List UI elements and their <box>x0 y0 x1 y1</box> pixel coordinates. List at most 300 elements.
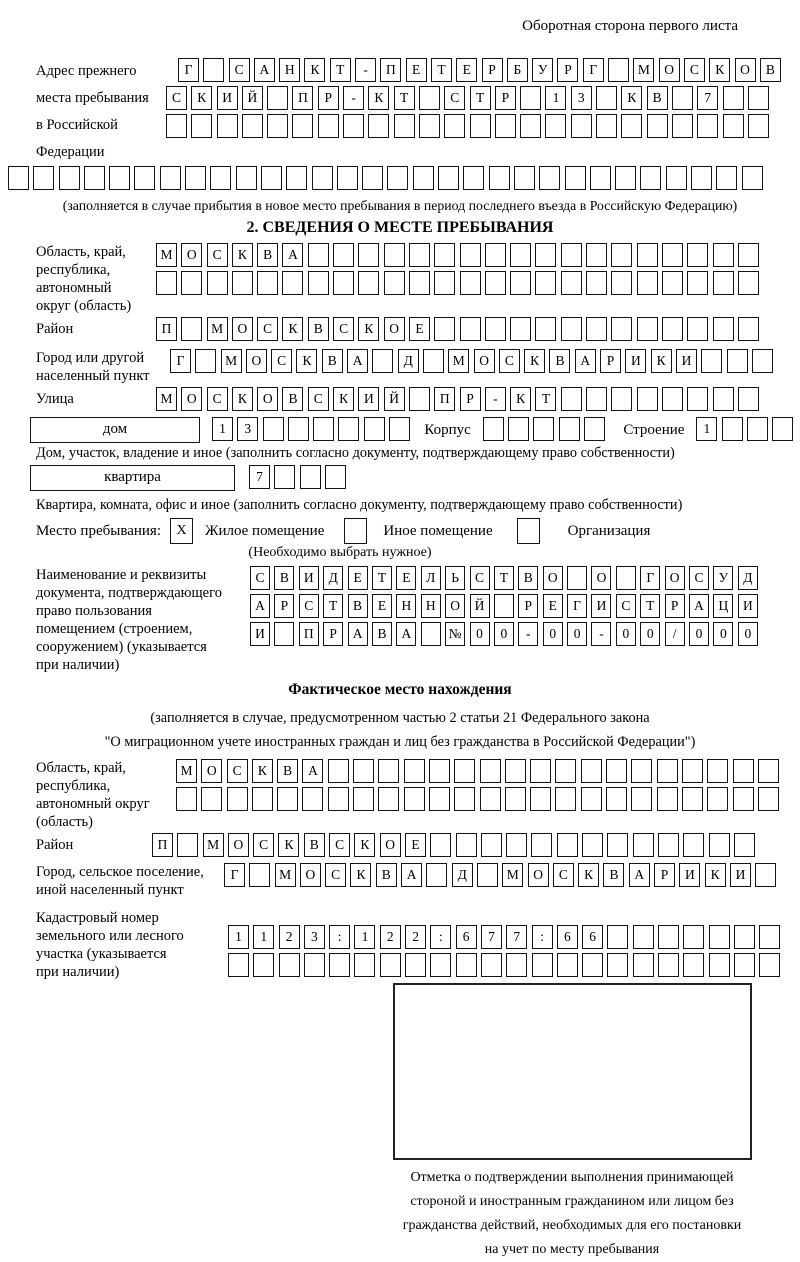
form-cell <box>561 317 582 341</box>
form-cell <box>633 925 654 949</box>
form-cell: А <box>347 349 368 373</box>
form-cell: И <box>591 594 611 618</box>
form-cell <box>637 243 658 267</box>
form-cell <box>134 166 155 190</box>
form-cell <box>409 387 430 411</box>
form-cell <box>510 243 531 267</box>
option-organization-label: Организация <box>567 522 651 539</box>
form-cell <box>611 387 632 411</box>
form-cell: : <box>532 925 553 949</box>
actual-location-note-2: "О миграционном учете иностранных граждан и лиц без гражданства в Российской Федерации") <box>104 734 696 750</box>
form-cell: К <box>232 387 253 411</box>
form-cell <box>687 387 708 411</box>
form-cell: В <box>549 349 570 373</box>
form-cell: - <box>355 58 376 82</box>
form-cell <box>325 465 346 489</box>
district-field <box>36 317 800 345</box>
form-cell <box>590 166 611 190</box>
form-cell: 0 <box>616 622 636 646</box>
form-cell: Е <box>409 317 430 341</box>
city-row <box>170 349 777 377</box>
form-cell <box>353 787 374 811</box>
form-cell <box>606 787 627 811</box>
form-cell <box>394 114 415 138</box>
form-cell <box>557 833 578 857</box>
form-cell: Е <box>405 833 426 857</box>
form-cell <box>520 114 541 138</box>
form-cell: О <box>201 759 222 783</box>
form-cell <box>480 787 501 811</box>
form-cell <box>328 787 349 811</box>
form-cell: В <box>603 863 624 887</box>
cadastral-field <box>36 909 800 983</box>
form-cell <box>535 243 556 267</box>
form-cell <box>460 271 481 295</box>
form-cell: А <box>629 863 650 887</box>
form-cell <box>232 271 253 295</box>
actual-city-field <box>36 863 800 899</box>
form-cell: Б <box>507 58 528 82</box>
form-cell <box>581 759 602 783</box>
form-cell <box>201 787 222 811</box>
form-cell <box>709 953 730 977</box>
form-cell: М <box>176 759 197 783</box>
form-cell <box>318 114 339 138</box>
form-cell: Е <box>543 594 563 618</box>
form-cell <box>738 271 759 295</box>
form-cell: 0 <box>543 622 563 646</box>
form-cell <box>586 243 607 267</box>
form-cell: Т <box>640 594 660 618</box>
form-cell: Г <box>567 594 587 618</box>
form-cell: Л <box>421 566 441 590</box>
form-cell <box>571 114 592 138</box>
form-cell <box>567 566 587 590</box>
form-cell: Т <box>394 86 415 110</box>
form-cell: К <box>282 317 303 341</box>
form-cell <box>530 787 551 811</box>
form-cell: О <box>380 833 401 857</box>
city-field <box>36 349 800 385</box>
form-cell: И <box>730 863 751 887</box>
form-cell: Е <box>456 58 477 82</box>
document-row-2 <box>250 594 762 622</box>
actual-location-note-1: (заполняется в случае, предусмотренном частью 2 статьи 21 Федерального закона <box>150 710 650 726</box>
checkbox-organization <box>517 518 540 544</box>
prev-address-block <box>36 58 800 166</box>
form-cell: О <box>474 349 495 373</box>
form-cell: Й <box>384 387 405 411</box>
form-cell: И <box>299 566 319 590</box>
form-cell: В <box>274 566 294 590</box>
form-cell <box>658 953 679 977</box>
form-cell: Т <box>494 566 514 590</box>
form-cell <box>561 243 582 267</box>
actual-district-row <box>152 833 759 861</box>
form-cell: С <box>308 387 329 411</box>
form-cell <box>489 166 510 190</box>
form-cell <box>481 833 502 857</box>
form-cell <box>430 833 451 857</box>
form-cell <box>631 759 652 783</box>
form-cell: : <box>430 925 451 949</box>
form-cell <box>723 114 744 138</box>
form-cell <box>738 243 759 267</box>
form-cell: С <box>227 759 248 783</box>
form-cell: П <box>152 833 173 857</box>
form-cell <box>586 271 607 295</box>
form-cell <box>738 317 759 341</box>
district-row <box>156 317 763 345</box>
checkbox-other-premises <box>344 518 367 544</box>
form-cell <box>713 317 734 341</box>
form-cell: Д <box>452 863 473 887</box>
form-cell: В <box>647 86 668 110</box>
korpus-label: Корпус <box>424 422 471 438</box>
form-cell: В <box>518 566 538 590</box>
form-cell <box>156 271 177 295</box>
document-label: Наименование и реквизиты документа, подтверждающего право пользования помещением (строением, сооружением) (указывается при наличии) <box>36 567 222 673</box>
form-cell <box>631 787 652 811</box>
form-cell: С <box>325 863 346 887</box>
form-cell: Н <box>279 58 300 82</box>
form-cell <box>242 114 263 138</box>
checkbox-residential: X <box>170 518 193 544</box>
form-cell <box>539 166 560 190</box>
actual-district-label: Район <box>36 837 74 853</box>
form-cell <box>687 317 708 341</box>
form-cell <box>520 86 541 110</box>
form-cell <box>533 417 554 441</box>
form-cell: А <box>254 58 275 82</box>
form-cell <box>607 833 628 857</box>
form-cell <box>419 86 440 110</box>
form-cell: У <box>713 566 733 590</box>
form-cell: К <box>278 833 299 857</box>
form-cell: 1 <box>545 86 566 110</box>
form-cell <box>333 271 354 295</box>
form-cell: Р <box>665 594 685 618</box>
form-cell: К <box>354 833 375 857</box>
cadastral-cells <box>228 909 785 981</box>
house-field <box>30 417 800 445</box>
form-cell <box>662 387 683 411</box>
form-cell: А <box>689 594 709 618</box>
form-cell: И <box>358 387 379 411</box>
form-cell: 0 <box>713 622 733 646</box>
form-cell <box>701 349 722 373</box>
form-cell <box>333 243 354 267</box>
form-cell: 1 <box>696 417 717 441</box>
form-cell <box>263 417 284 441</box>
form-cell: 6 <box>582 925 603 949</box>
street-field <box>36 387 800 415</box>
form-cell: Н <box>396 594 416 618</box>
form-cell: С <box>166 86 187 110</box>
form-cell <box>253 953 274 977</box>
form-cell <box>565 166 586 190</box>
form-cell <box>709 833 730 857</box>
region-row-2 <box>156 271 763 299</box>
form-cell: Т <box>323 594 343 618</box>
form-cell <box>207 271 228 295</box>
form-cell: О <box>445 594 465 618</box>
form-cell: О <box>246 349 267 373</box>
form-cell: С <box>250 566 270 590</box>
form-cell <box>713 271 734 295</box>
form-cell: О <box>591 566 611 590</box>
form-cell: С <box>499 349 520 373</box>
form-cell: С <box>689 566 709 590</box>
option-other-premises-label: Иное помещение <box>383 522 493 539</box>
form-cell <box>672 86 693 110</box>
form-cell <box>531 833 552 857</box>
form-cell: М <box>203 833 224 857</box>
form-cell: Р <box>460 387 481 411</box>
form-cell: К <box>191 86 212 110</box>
form-cell: К <box>333 387 354 411</box>
actual-region-row-1 <box>176 759 783 787</box>
form-cell: С <box>253 833 274 857</box>
form-cell <box>748 86 769 110</box>
form-cell: О <box>232 317 253 341</box>
form-cell: М <box>207 317 228 341</box>
form-cell <box>584 417 605 441</box>
form-cell <box>752 349 773 373</box>
section2-title: 2. СВЕДЕНИЯ О МЕСТЕ ПРЕБЫВАНИЯ <box>246 219 554 236</box>
form-cell <box>545 114 566 138</box>
form-cell <box>687 243 708 267</box>
form-cell: В <box>376 863 397 887</box>
form-cell: 1 <box>228 925 249 949</box>
form-cell: С <box>229 58 250 82</box>
stamp-box <box>393 983 752 1160</box>
form-cell <box>747 417 768 441</box>
prev-address-row-1 <box>178 58 785 86</box>
form-cell <box>637 387 658 411</box>
form-cell <box>555 787 576 811</box>
form-cell <box>454 759 475 783</box>
form-cell <box>389 417 410 441</box>
form-cell <box>329 953 350 977</box>
form-cell <box>185 166 206 190</box>
form-cell <box>404 759 425 783</box>
form-cell <box>611 243 632 267</box>
form-cell <box>387 166 408 190</box>
form-cell <box>282 271 303 295</box>
form-cell: Р <box>495 86 516 110</box>
form-cell <box>8 166 29 190</box>
form-cell <box>236 166 257 190</box>
prev-address-cells <box>166 58 785 142</box>
form-cell <box>166 114 187 138</box>
form-cell <box>647 114 668 138</box>
form-cell: 1 <box>212 417 233 441</box>
form-cell <box>607 953 628 977</box>
form-cell <box>362 166 383 190</box>
form-cell: П <box>434 387 455 411</box>
form-cell: 2 <box>380 925 401 949</box>
form-cell <box>582 953 603 977</box>
form-cell: : <box>329 925 350 949</box>
form-cell <box>426 863 447 887</box>
form-cell <box>658 925 679 949</box>
form-cell: А <box>348 622 368 646</box>
document-row-3 <box>250 622 762 650</box>
form-cell: Й <box>470 594 490 618</box>
form-cell <box>615 166 636 190</box>
form-cell: С <box>616 594 636 618</box>
form-cell: Г <box>170 349 191 373</box>
form-cell <box>419 114 440 138</box>
form-cell <box>203 58 224 82</box>
form-cell: М <box>156 243 177 267</box>
form-cell <box>506 953 527 977</box>
form-cell <box>713 243 734 267</box>
form-cell <box>456 833 477 857</box>
form-cell: О <box>735 58 756 82</box>
form-cell: - <box>485 387 506 411</box>
form-cell <box>337 166 358 190</box>
form-cell: / <box>665 622 685 646</box>
form-cell <box>734 925 755 949</box>
form-cell <box>227 787 248 811</box>
form-cell <box>606 759 627 783</box>
form-cell <box>510 317 531 341</box>
form-cell: Р <box>600 349 621 373</box>
form-cell <box>302 787 323 811</box>
form-cell <box>637 317 658 341</box>
form-cell: Н <box>421 594 441 618</box>
form-cell: 0 <box>640 622 660 646</box>
document-field <box>36 566 800 673</box>
form-cell: У <box>532 58 553 82</box>
form-cell: Т <box>372 566 392 590</box>
form-cell: Е <box>396 566 416 590</box>
form-cell <box>353 759 374 783</box>
form-cell: Р <box>557 58 578 82</box>
house-note: Дом, участок, владение и иное (заполнить согласно документу, подтверждающему право собственности) <box>36 445 675 461</box>
prev-address-label: Адрес прежнего места пребывания в Российской Федерации <box>36 63 149 160</box>
form-cell: К <box>358 317 379 341</box>
region-label: Область, край, республика, автономный округ (область) <box>36 244 132 314</box>
form-cell <box>494 594 514 618</box>
form-cell <box>313 417 334 441</box>
form-cell: Р <box>323 622 343 646</box>
actual-region-cells <box>176 759 783 815</box>
form-cell: - <box>343 86 364 110</box>
form-cell <box>421 622 441 646</box>
prev-address-note: (заполняется в случае прибытия в новое место пребывания в период последнего въезда в Российскую Федерацию) <box>62 198 738 213</box>
form-cell: В <box>308 317 329 341</box>
street-label: Улица <box>36 391 74 407</box>
form-cell <box>742 166 763 190</box>
form-cell <box>274 465 295 489</box>
form-cell: 3 <box>304 925 325 949</box>
form-cell: С <box>257 317 278 341</box>
form-cell: 7 <box>697 86 718 110</box>
form-cell: Г <box>224 863 245 887</box>
form-cell: И <box>738 594 758 618</box>
form-cell: С <box>329 833 350 857</box>
form-cell <box>300 465 321 489</box>
form-cell <box>682 787 703 811</box>
form-cell <box>286 166 307 190</box>
form-cell: Т <box>470 86 491 110</box>
form-cell: 3 <box>571 86 592 110</box>
form-cell <box>249 863 270 887</box>
form-cell <box>759 953 780 977</box>
form-cell: № <box>445 622 465 646</box>
form-cell: Г <box>640 566 660 590</box>
form-cell <box>354 953 375 977</box>
form-cell <box>596 86 617 110</box>
form-cell <box>505 787 526 811</box>
form-cell: С <box>470 566 490 590</box>
form-cell <box>59 166 80 190</box>
form-cell: А <box>396 622 416 646</box>
street-row <box>156 387 763 415</box>
form-cell <box>292 114 313 138</box>
actual-region-row-2 <box>176 787 783 815</box>
form-cell: О <box>528 863 549 887</box>
region-row-1 <box>156 243 763 271</box>
form-cell <box>434 271 455 295</box>
form-cell: О <box>384 317 405 341</box>
form-cell <box>438 166 459 190</box>
form-cell: П <box>299 622 319 646</box>
form-cell <box>481 953 502 977</box>
form-cell: 7 <box>249 465 270 489</box>
form-cell <box>460 317 481 341</box>
form-cell: Е <box>372 594 392 618</box>
form-cell: К <box>510 387 531 411</box>
form-cell: Е <box>406 58 427 82</box>
form-cell: А <box>401 863 422 887</box>
form-cell <box>372 349 393 373</box>
option-residential-label: Жилое помещение <box>205 522 325 539</box>
form-cell <box>454 787 475 811</box>
form-cell: 2 <box>279 925 300 949</box>
form-cell: Д <box>323 566 343 590</box>
form-cell <box>640 166 661 190</box>
form-cell: К <box>709 58 730 82</box>
form-cell: К <box>304 58 325 82</box>
house-number-cells <box>212 417 414 445</box>
form-cell: О <box>257 387 278 411</box>
form-cell <box>308 271 329 295</box>
form-cell <box>607 925 628 949</box>
form-cell: М <box>448 349 469 373</box>
stay-place-note: (Необходимо выбрать нужное) <box>248 545 432 560</box>
form-cell: В <box>760 58 781 82</box>
form-cell <box>378 759 399 783</box>
form-cell: С <box>684 58 705 82</box>
actual-region-label: Область, край, республика, автономный округ (область) <box>36 760 150 830</box>
stay-place-field <box>36 518 800 544</box>
form-cell: П <box>380 58 401 82</box>
form-cell: М <box>221 349 242 373</box>
form-cell: Р <box>518 594 538 618</box>
form-cell <box>616 566 636 590</box>
form-cell <box>755 863 776 887</box>
form-cell: О <box>228 833 249 857</box>
form-cell: И <box>250 622 270 646</box>
form-cell <box>633 833 654 857</box>
form-cell <box>308 243 329 267</box>
form-cell <box>404 787 425 811</box>
form-cell: О <box>665 566 685 590</box>
